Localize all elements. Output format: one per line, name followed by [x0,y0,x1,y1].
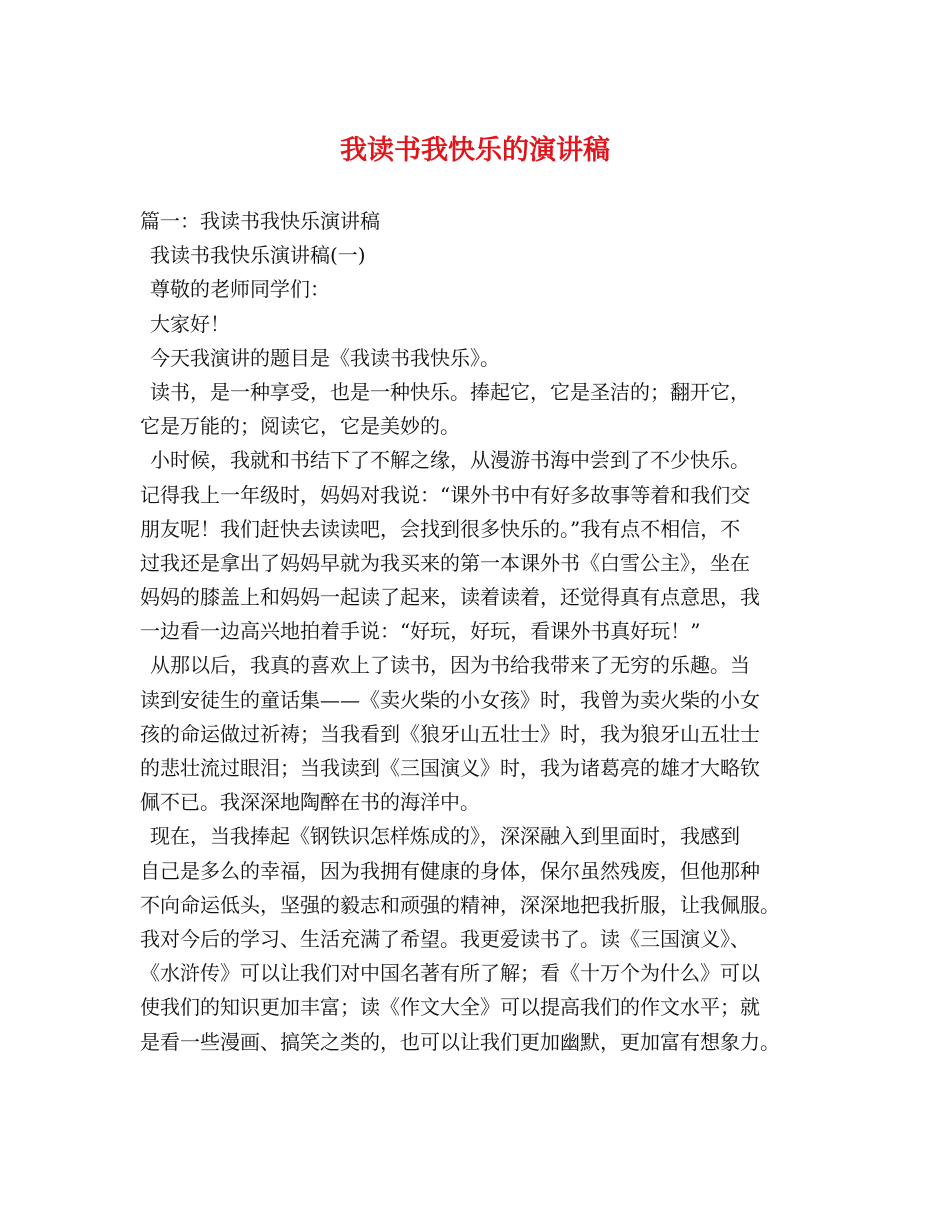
paragraph-line: 《水浒传》可以让我们对中国名著有所了解；看《十万个为什么》可以 [140,961,760,986]
paragraph-line: 读书，是一种享受，也是一种快乐。捧起它，它是圣洁的；翻开它， [150,379,750,404]
paragraph-line: 是看一些漫画、搞笑之类的，也可以让我们更加幽默，更加富有想象力。 [140,1029,780,1054]
paragraph-line: 一边看一边高兴地拍着手说：“好玩，好玩，看课外书真好玩！” [140,619,701,644]
paragraph-line: 佩不已。我深深地陶醉在书的海洋中。 [140,790,480,815]
paragraph-line: 它是万能的；阅读它，它是美妙的。 [140,414,460,439]
paragraph-line: 的悲壮流过眼泪；当我读到《三国演义》时，我为诸葛亮的雄才大略钦 [140,756,760,780]
paragraph-line: 过我还是拿出了妈妈早就为我买来的第一本课外书《白雪公主》，坐在 [140,550,750,575]
paragraph-line: 小时候，我就和书结下了不解之缘，从漫游书海中尝到了不少快乐。 [150,448,750,473]
greeting-line: 大家好！ [150,311,230,336]
paragraph-line: 使我们的知识更加丰富；读《作文大全》可以提高我们的作文水平；就 [140,995,760,1020]
paragraph-line: 记得我上一年级时，妈妈对我说：“课外书中有好多故事等着和我们交 [140,482,751,507]
paragraph-line: 不向命运低头，坚强的毅志和顽强的精神，深深地把我折服，让我佩服。 [140,892,780,917]
paragraph-line: 今天我演讲的题目是《我读书我快乐》。 [150,345,500,370]
paragraph-line: 妈妈的膝盖上和妈妈一起读了起来，读着读着，还觉得真有点意思，我 [140,585,760,610]
paragraph-line: 读到安徒生的童话集——《卖火柴的小女孩》时，我曾为卖火柴的小女 [140,687,760,712]
section-heading: 篇一：我读书我快乐演讲稿 [140,209,380,233]
salutation-line: 尊敬的老师同学们： [150,277,330,302]
speech-title-line: 我读书我快乐演讲稿(一) [150,243,366,268]
document-title: 我读书我快乐的演讲稿 [340,135,610,166]
paragraph-line: 自己是多么的幸福，因为我拥有健康的身体，保尔虽然残废，但他那种 [140,858,760,883]
paragraph-line: 朋友呢！我们赶快去读读吧，会找到很多快乐的。”我有点不相信，不 [140,516,741,541]
paragraph-line: 孩的命运做过祈祷；当我看到《狼牙山五壮士》时，我为狼牙山五壮士 [140,721,760,746]
paragraph-line: 我对今后的学习、生活充满了希望。我更爱读书了。读《三国演义》、 [140,926,750,951]
paragraph-line: 从那以后，我真的喜欢上了读书，因为书给我带来了无穷的乐趣。当 [150,653,750,678]
document-body [140,204,820,1059]
paragraph-line: 现在，当我捧起《钢铁识怎样炼成的》，深深融入到里面时，我感到 [150,824,740,849]
